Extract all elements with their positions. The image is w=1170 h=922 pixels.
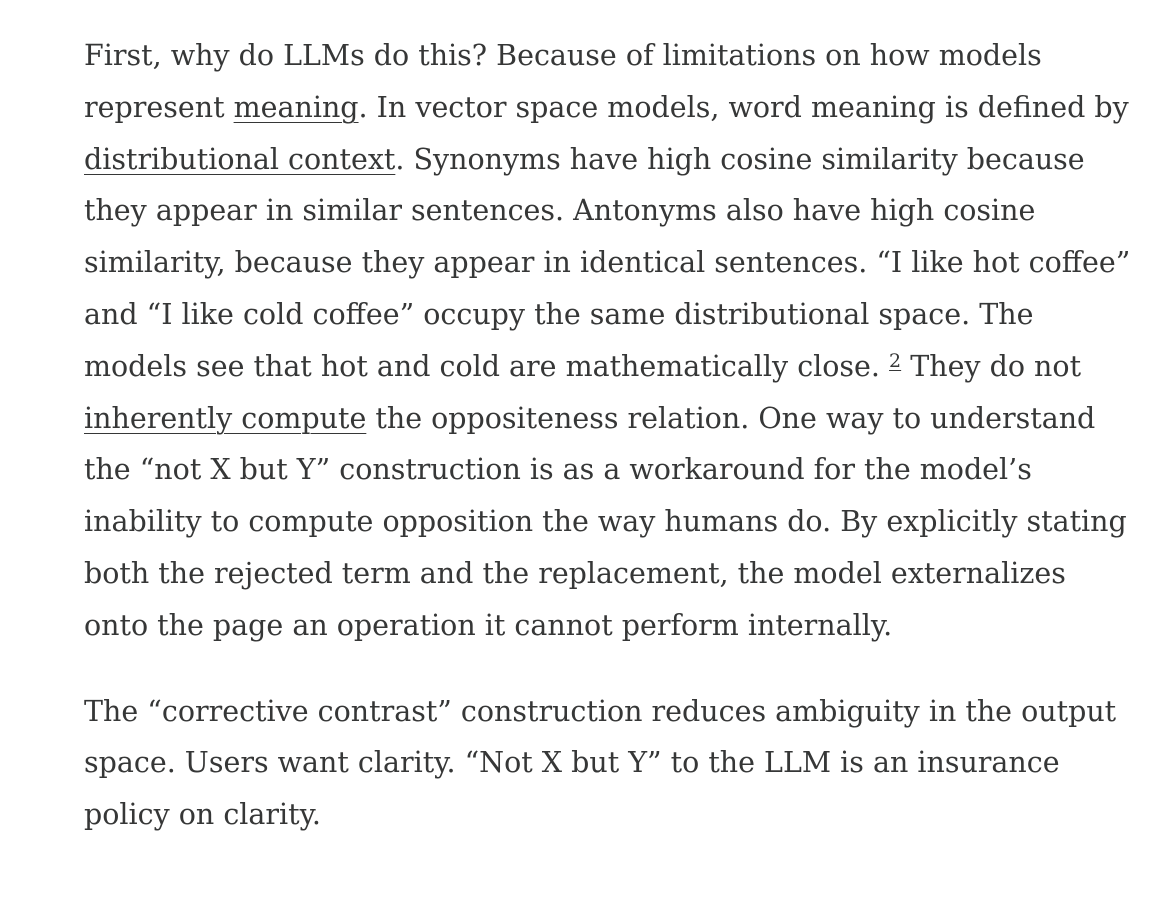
meaning-link[interactable]: meaning (233, 90, 359, 124)
paragraph-1-text-1: First, why do LLMs do this? Because of limitations on how models represent (84, 39, 1042, 124)
paragraph-1-text-5: the oppositeness relation. One way to understand the “not X but Y” construction is as a workaround for the model’s inability to compute opposition the way humans do. By explicitly stating both the rejected term and the replacement, the model externalizes onto the page an operation it cannot perform internally. (84, 401, 1127, 642)
paragraph-1-text-4: They do not (901, 349, 1082, 383)
distributional-context-link[interactable]: distributional context (84, 142, 396, 176)
paragraph-1-text-2: . In vector space models, word meaning is defined by (358, 90, 1129, 124)
inherently-compute-link[interactable]: inherently compute (84, 401, 367, 435)
paragraph-2: The “corrective contrast” construction reduces ambiguity in the output space. Users want clarity. “Not X but Y” to the LLM is an insurance policy on clarity. (84, 694, 1117, 832)
article-body (84, 30, 1134, 875)
footnote-2-link[interactable]: 2 (889, 349, 902, 372)
paragraph-1 (84, 30, 1134, 652)
paragraph-1-text-3: . Synonyms have high cosine similarity because they appear in similar sentences. Antonyms also have high cosine similarity, because they appear in identical sentences. “I like hot coffee” and “I like cold coffee” occupy the same distributional space. The models see that hot and cold are mathematically close. (84, 142, 1131, 383)
